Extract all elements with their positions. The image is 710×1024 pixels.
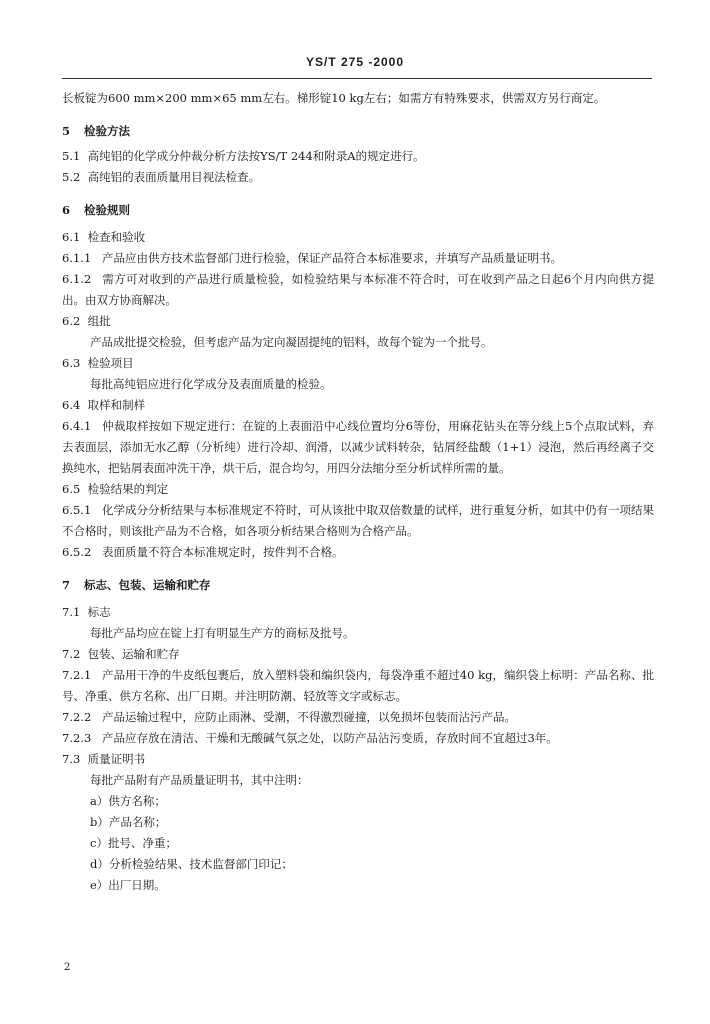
clause-number: 6.5.2 [62,545,92,559]
clause-6-3 [62,353,654,374]
clause-6-5-1 [62,500,654,542]
clause-text: 产品应由供方技术监督部门进行检验，保证产品符合本标准要求，并填写产品质量证明书。 [102,251,562,265]
clause-6-5 [62,479,654,500]
section-title: 检验规则 [84,203,130,217]
clause-number: 6.1 [62,230,81,244]
clause-number: 6.1.2 [62,272,92,286]
clause-text: 产品用干净的牛皮纸包裹后，放入塑料袋和编织袋内，每袋净重不超过40 kg，编织袋上标明：产品名称、批号、净重、供方名称、出厂日期。并注明防潮、轻放等文字或标志。 [62,668,654,703]
clause-6-2-text: 产品成批提交检验，但考虑产品为定向凝固提纯的铝料，故每个锭为一个批号。 [90,335,493,349]
clause-7-1-text: 每批产品均应在锭上打有明显生产方的商标及批号。 [90,626,355,640]
clause-6-4 [62,395,654,416]
clause-7-1 [62,602,654,623]
clause-title: 质量证明书 [87,752,146,766]
clause-title: 检验结果的判定 [87,482,169,496]
section-title: 标志、包装、运输和贮存 [84,578,211,592]
clause-6-2 [62,311,654,332]
section-5-heading [62,121,654,142]
clause-7-2-3 [62,728,654,749]
clause-number: 5.1 [62,149,81,163]
clause-text: 产品应存放在清洁、干燥和无酸碱气氛之处，以防产品沾污变质，存放时间不宜超过3年。 [102,731,558,745]
section-7-heading [62,575,654,596]
clause-number: 7.2.2 [62,710,92,724]
clause-title: 包装、运输和贮存 [87,647,180,661]
clause-number: 7.2.1 [62,668,92,682]
clause-6-1 [62,227,654,248]
list-item: a）供方名称； [90,794,166,808]
clause-text: 高纯铝的表面质量用目视法检查。 [87,170,261,184]
clause-number: 7.2 [62,647,81,661]
clause-text: 产品运输过程中，应防止雨淋、受潮，不得激烈碰撞，以免损坏包装而沾污产品。 [102,710,516,724]
clause-7-3-text: 每批产品附有产品质量证明书，其中注明： [90,773,309,787]
standard-code-header: YS/T 275 -2000 [305,55,405,69]
clause-number: 6.4 [62,398,81,412]
clause-number: 6.2 [62,314,81,328]
clause-number: 7.1 [62,605,81,619]
clause-text: 需方可对收到的产品进行质量检验，如检验结果与本标准不符合时，可在收到产品之日起6个月内向供方提出。由双方协商解决。 [62,272,654,307]
continued-paragraph: 长板锭为600 mm×200 mm×65 mm左右。梯形锭10 kg左右；如需方有特殊要求，供需双方另行商定。 [62,91,606,105]
list-item: e）出厂日期。 [90,878,166,892]
section-number: 5 [62,124,71,138]
clause-6-1-2 [62,269,654,311]
clause-title: 取样和制样 [87,398,146,412]
header-rule [62,78,652,79]
section-number: 7 [62,578,71,592]
clause-6-1-1 [62,248,654,269]
clause-number: 6.4.1 [62,419,92,433]
clause-title: 检验项目 [87,356,134,370]
page-number: 2 [64,962,71,973]
clause-number: 6.5.1 [62,503,92,517]
list-item: b）产品名称； [90,815,167,829]
clause-number: 6.1.1 [62,251,92,265]
clause-number: 6.5 [62,482,81,496]
clause-text: 表面质量不符合本标准规定时，按件判不合格。 [102,545,344,559]
clause-7-3 [62,749,654,770]
clause-number: 6.3 [62,356,81,370]
clause-title: 组批 [87,314,111,328]
document-body [62,88,654,896]
list-item: c）批号、净重； [90,836,177,850]
clause-7-2 [62,644,654,665]
clause-text: 化学成分分析结果与本标准规定不符时，可从该批中取双倍数量的试样，进行重复分析，如其中仍有一项结果不合格时，则该批产品为不合格，如各项分析结果合格则为合格产品。 [62,503,654,538]
clause-7-2-2 [62,707,654,728]
section-title: 检验方法 [84,124,130,138]
clause-number: 7.2.3 [62,731,92,745]
clause-6-3-text: 每批高纯铝应进行化学成分及表面质量的检验。 [90,377,332,391]
clause-6-4-1 [62,416,654,479]
clause-title: 检查和验收 [87,230,146,244]
section-6-heading [62,200,654,221]
clause-title: 标志 [87,605,111,619]
clause-5-1 [62,146,654,167]
clause-number: 7.3 [62,752,81,766]
list-item: d）分析检验结果、技术监督部门印记； [90,857,293,871]
clause-text: 仲裁取样按如下规定进行：在锭的上表面沿中心线位置均分6等份，用麻花钻头在等分线上5个点取试料，弃去表面层，添加无水乙醇（分析纯）进行冷却、润滑，以减少试料转杂，钻屑经盐酸（1+1）浸泡，然后再经离子交换纯水，把钻屑表面冲洗干净，烘干后，混合均匀，用四分法缩分至分析试样所需的量。 [62,419,654,475]
clause-number: 5.2 [62,170,81,184]
clause-7-2-1 [62,665,654,707]
section-number: 6 [62,203,71,217]
clause-text: 高纯铝的化学成分仲裁分析方法按YS/T 244和附录A的规定进行。 [87,149,425,163]
clause-6-5-2 [62,542,654,563]
clause-5-2 [62,167,654,188]
